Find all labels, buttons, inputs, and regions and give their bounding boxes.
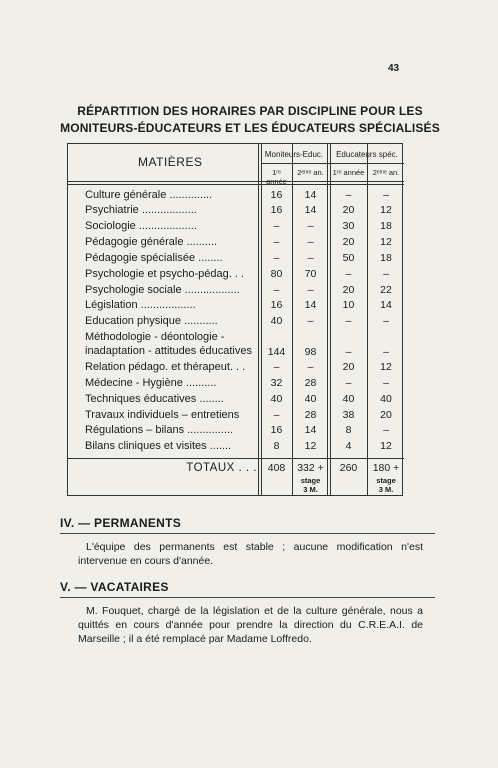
cell: –: [273, 409, 280, 421]
cell: 8: [345, 424, 352, 436]
cell: 14: [304, 204, 317, 216]
total-value: 180 +: [372, 462, 400, 474]
stage-duration: 3 M.: [303, 485, 318, 494]
table-row: [68, 188, 404, 203]
totals-rule: [68, 458, 404, 459]
table-row: [68, 267, 404, 282]
cell: 20: [342, 284, 355, 296]
table-row: [68, 283, 404, 298]
row-label: Psychologie et psycho-pédag. . .: [85, 268, 244, 280]
cell: 14: [304, 189, 317, 201]
cell: 14: [304, 424, 317, 436]
cell: –: [383, 315, 389, 327]
cell: –: [307, 252, 314, 264]
cell: –: [345, 346, 352, 358]
table-row: [68, 439, 404, 454]
cell: –: [383, 346, 389, 358]
cell: 12: [380, 204, 392, 216]
section-heading-vacataires: V. — VACATAIRES: [60, 580, 169, 594]
title-line-1: RÉPARTITION DES HORAIRES PAR DISCIPLINE POUR LES: [77, 104, 423, 118]
row-label: Psychiatrie ..................: [85, 204, 197, 216]
cell: 12: [380, 440, 392, 452]
sub-header: 2ᵉᵐᵉ an.: [372, 168, 400, 177]
schedule-table: [67, 143, 403, 496]
section-rule: [60, 533, 435, 534]
cell: 12: [304, 440, 317, 452]
table-row: [68, 203, 404, 218]
cell: 40: [304, 393, 317, 405]
table-row: [68, 392, 404, 407]
cell: –: [273, 284, 280, 296]
paragraph-permanents: L'équipe des permanents est stable ; aucune modification n'est intervenue en cours d'année.: [78, 541, 423, 567]
cell: 40: [342, 393, 355, 405]
cell: –: [273, 220, 280, 232]
sub-header: 1ʳᵉ année: [332, 168, 365, 177]
sub-header: 2ᵉᵐᵉ an.: [297, 168, 324, 177]
cell: 4: [345, 440, 352, 452]
cell: 12: [380, 361, 392, 373]
stage-duration: 3 M.: [378, 485, 394, 494]
totals-row: [68, 461, 404, 495]
totals-label: TOTAUX . . .: [186, 462, 257, 474]
page-number: 43: [388, 63, 400, 74]
cell: 40: [380, 393, 392, 405]
row-label: Education physique ...........: [85, 315, 218, 327]
cell: 16: [270, 204, 283, 216]
cell: 20: [380, 409, 392, 421]
cell: 8: [273, 440, 280, 452]
cell: 28: [304, 409, 317, 421]
row-label: Méthodologie - déontologie - inadaptation - attitudes éducatives: [85, 331, 252, 357]
section-rule: [60, 597, 435, 598]
cell: –: [383, 424, 389, 436]
row-label: Culture générale ..............: [85, 189, 213, 201]
row-label: Relation pédago. et thérapeut. . .: [85, 361, 246, 373]
table-row: [68, 360, 404, 375]
table-row: [68, 376, 404, 391]
cell: –: [383, 377, 389, 389]
cell: –: [307, 361, 314, 373]
total-value: 332 +: [297, 462, 324, 474]
cell: –: [273, 236, 280, 248]
sub-header: 1ʳᵉ année: [266, 168, 287, 186]
table-row: [68, 423, 404, 438]
table-row: [68, 219, 404, 234]
cell: 50: [342, 252, 355, 264]
row-label: Pédagogie spécialisée ........: [85, 252, 223, 264]
table-row: [68, 235, 404, 250]
row-label: Techniques éducatives ........: [85, 393, 224, 405]
cell: –: [307, 284, 314, 296]
cell: 28: [304, 377, 317, 389]
cell: 12: [380, 236, 392, 248]
cell: 16: [270, 299, 283, 311]
row-label: Psychologie sociale ..................: [85, 284, 240, 296]
cell: –: [307, 315, 314, 327]
cell: 80: [270, 268, 283, 280]
group-header-moniteurs: Moniteurs-Educ.: [264, 150, 324, 159]
matieres-header: MATIÈRES: [138, 155, 203, 169]
stage-note: stage: [300, 476, 321, 485]
stage-note: stage: [376, 476, 396, 485]
cell: 22: [380, 284, 392, 296]
table-row: [68, 314, 404, 329]
cell: 98: [304, 346, 317, 358]
cell: –: [383, 268, 389, 280]
cell: 32: [270, 377, 283, 389]
row-label: Médecine - Hygiène ..........: [85, 377, 217, 389]
table-row: [68, 330, 404, 360]
cell: –: [345, 268, 352, 280]
table-row: [68, 298, 404, 313]
cell: –: [307, 220, 314, 232]
total-cell-stage: [293, 461, 328, 494]
table-row: [68, 408, 404, 423]
cell: 20: [342, 361, 355, 373]
page-title: [60, 103, 440, 137]
cell: 20: [342, 236, 355, 248]
header-rule: [261, 163, 404, 164]
cell: 16: [270, 189, 283, 201]
table-row: [68, 251, 404, 266]
group-header-educateurs: Educateurs spéc.: [336, 150, 398, 159]
header-rule: [68, 181, 404, 182]
row-label: Pédagogie générale ..........: [85, 236, 218, 248]
cell: 38: [342, 409, 355, 421]
cell: –: [273, 361, 280, 373]
row-label: Législation ..................: [85, 299, 196, 311]
cell: –: [383, 189, 389, 201]
cell: 18: [380, 220, 392, 232]
row-label: Travaux individuels – entretiens: [85, 409, 240, 421]
cell: –: [345, 377, 352, 389]
cell: –: [345, 189, 352, 201]
cell: 144: [267, 346, 286, 358]
cell: –: [345, 315, 352, 327]
cell: 14: [380, 299, 392, 311]
total-cell: 408: [267, 462, 286, 474]
cell: –: [307, 236, 314, 248]
cell: 20: [342, 204, 355, 216]
total-cell-stage: [368, 461, 404, 494]
cell: 10: [342, 299, 355, 311]
section-heading-permanents: IV. — PERMANENTS: [60, 516, 182, 530]
cell: –: [273, 252, 280, 264]
paragraph-vacataires: M. Fouquet, chargé de la législation et de la culture générale, nous a quittés en cours d'année pour prendre la direction du C.R.E.A.I. de Marseille ; il a été remplacé par Madame Loffredo.: [78, 605, 423, 645]
header-rule: [68, 184, 404, 185]
cell: 14: [304, 299, 317, 311]
row-label: Bilans cliniques et visites .......: [85, 440, 232, 452]
cell: 40: [270, 393, 283, 405]
row-label: Régulations – bilans ...............: [85, 424, 233, 436]
cell: 18: [380, 252, 392, 264]
row-label: Sociologie ...................: [85, 220, 197, 232]
cell: 16: [270, 424, 283, 436]
cell: 30: [342, 220, 355, 232]
cell: 40: [270, 315, 283, 327]
title-line-2: MONITEURS-ÉDUCATEURS ET LES ÉDUCATEURS SPÉCIALISÉS: [60, 121, 440, 135]
cell: 70: [304, 268, 317, 280]
total-cell: 260: [339, 462, 358, 474]
